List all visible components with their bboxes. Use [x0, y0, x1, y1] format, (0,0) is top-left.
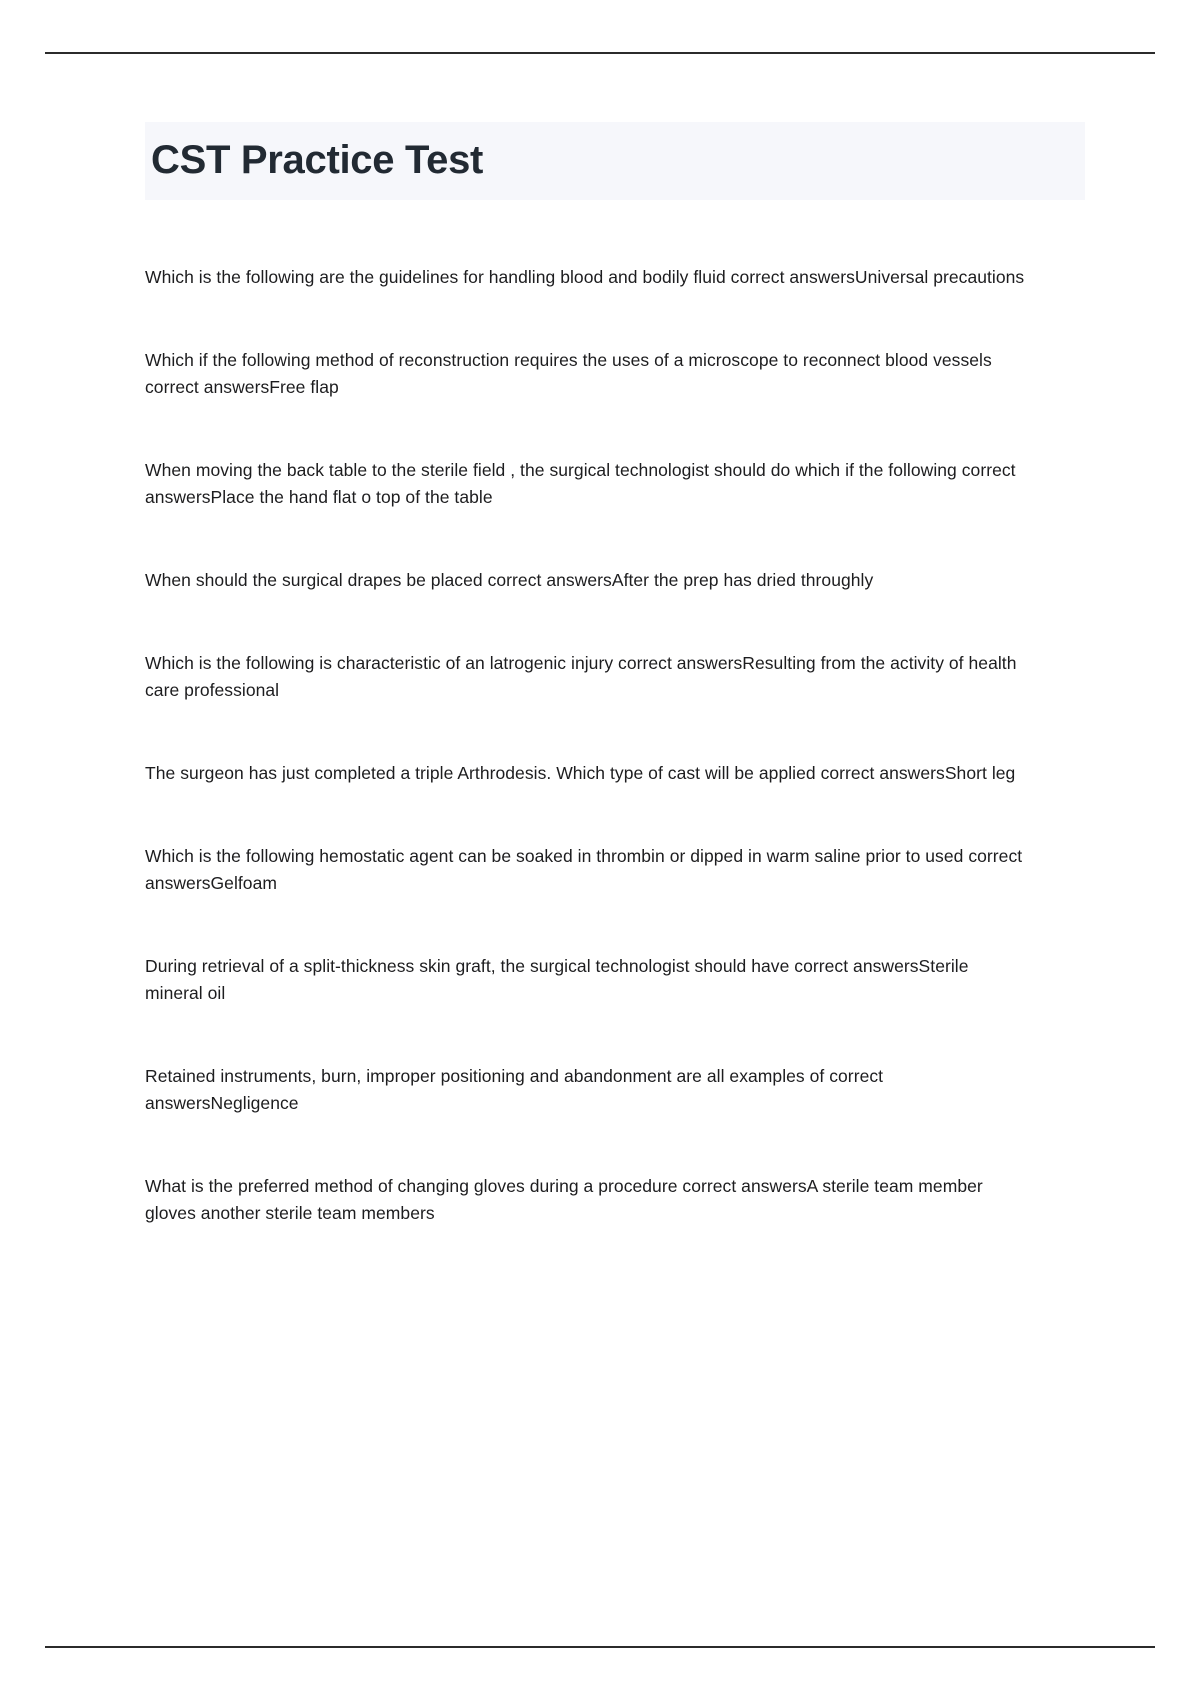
- page-title: CST Practice Test: [151, 138, 484, 182]
- list-item: When should the surgical drapes be placed correct answersAfter the prep has dried throughly: [145, 570, 874, 590]
- list-item: Which is the following are the guidelines for handling blood and bodily fluid correct answersUniversal precautions: [145, 267, 1025, 287]
- list-item: Which if the following method of reconstruction requires the uses of a microscope to reconnect blood vessels correct answersFree flap: [145, 350, 992, 397]
- list-item: Retained instruments, burn, improper positioning and abandonment are all examples of correct answersNegligence: [145, 1066, 884, 1113]
- list-item: During retrieval of a split-thickness skin graft, the surgical technologist should have correct answersSterile mineral oil: [145, 956, 969, 1003]
- list-item: When moving the back table to the sterile field , the surgical technologist should do which if the following correct answersPlace the hand flat o top of the table: [145, 460, 1016, 507]
- title-band: [145, 122, 1085, 200]
- list-item: Which is the following hemostatic agent can be soaked in thrombin or dipped in warm saline prior to used correct answersGelfoam: [145, 846, 1023, 893]
- question-answer-list: [145, 264, 1085, 1227]
- list-item: Which is the following is characteristic of an latrogenic injury correct answersResulting from the activity of health care professional: [145, 653, 1017, 700]
- header-divider: [45, 52, 1155, 54]
- document-content: [145, 122, 1085, 1227]
- list-item: What is the preferred method of changing gloves during a procedure correct answersA sterile team member gloves another sterile team members: [145, 1176, 983, 1223]
- footer-divider: [45, 1646, 1155, 1648]
- list-item: The surgeon has just completed a triple Arthrodesis. Which type of cast will be applied correct answersShort leg: [145, 763, 1016, 783]
